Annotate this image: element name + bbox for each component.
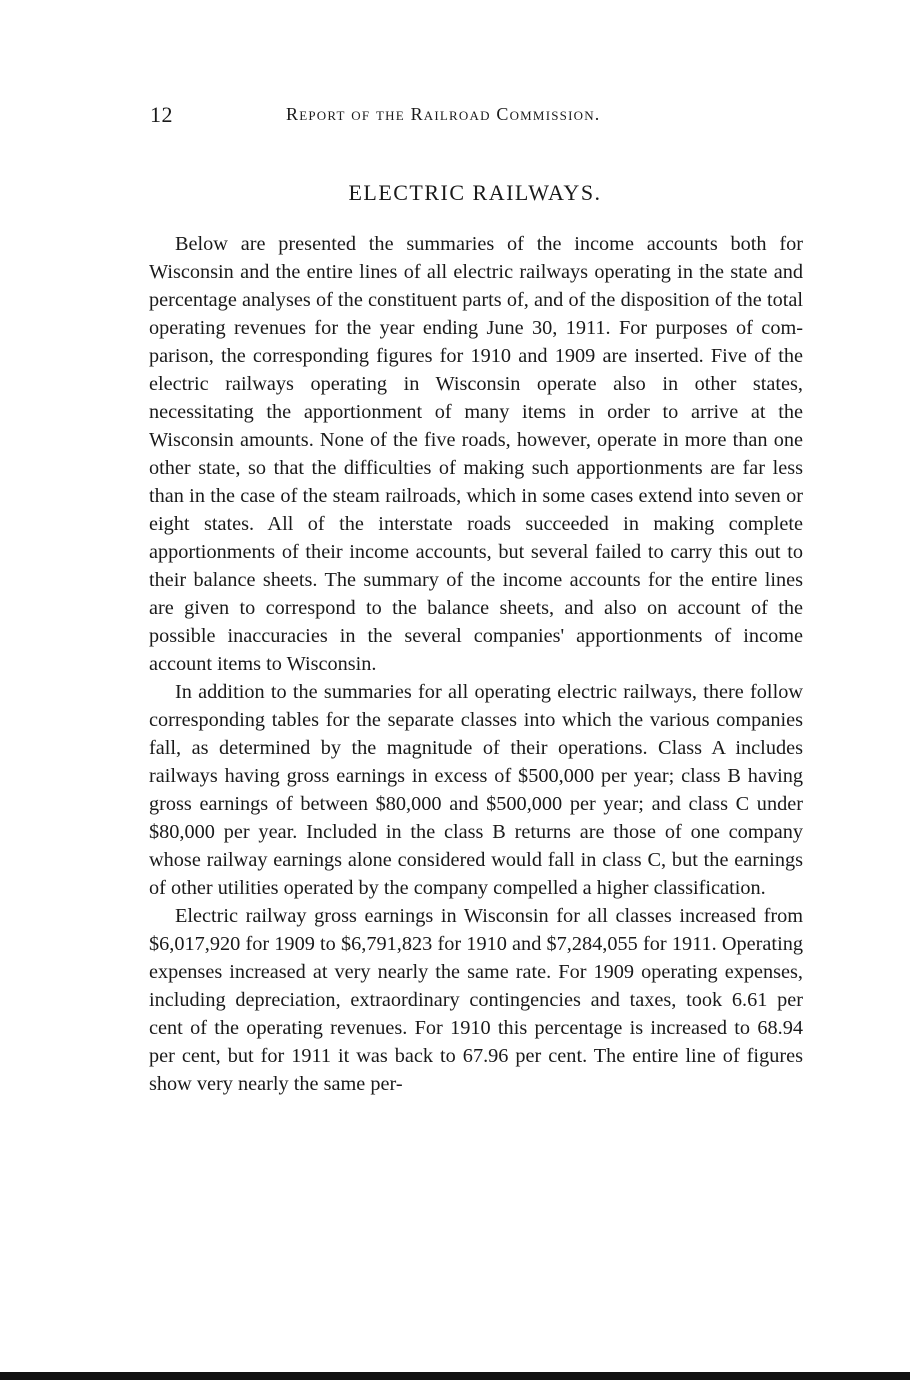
page-bottom-border [0, 1372, 910, 1380]
paragraph-2: In addition to the summaries for all operating electric railways, there follow corresponding tables for the separate classes into which the various companies fall, as determined by the magnitude of their operations. Class A includes railways having gross earnings in excess of $500,000 per year; class B having gross earnings of between $80,000 and $500,000 per year; and class C under $80,000 per year. Included in the class B returns are those of one company whose railway earnings alone considered would fall in class C, but the earnings of other utilities operated by the company compelled a higher classification. [149, 681, 803, 899]
paragraph-3: Electric railway gross earnings in Wisconsin for all classes increased from $6,017,920 for 1909 to $6,791,823 for 1910 and $7,284,055 for 1911. Operating expenses increased at very nearly the same rate. For 1909 operating expenses, including depreciation, extraordinary contingencies and taxes, took 6.61 per cent of the operating revenues. For 1910 this percentage is increased to 68.94 per cent, but for 1911 it was back to 67.96 per cent. The entire line of figures show very nearly the same per- [149, 905, 803, 1095]
page-number: 12 [150, 102, 173, 127]
paragraph-1: Below are presented the summaries of the income accounts both for Wisconsin and the entire lines of all electric railways operating in the state and percentage analyses of the constituent parts of, and of the disposition of the total operating revenues for the year ending June 30, 1911. For purposes of comparison, the corresponding figures for 1910 and 1909 are inserted. Five of the electric railways operating in Wisconsin operate also in other states, necessitating the apportionment of many items in order to arrive at the Wisconsin amounts. None of the five roads, however, operate in more than one other state, so that the difficulties of making such apportionments are far less than in the case of the steam railroads, which in some cases extend into seven or eight states. All of the interstate roads succeeded in making complete apportionments of their income accounts, but several failed to carry this out to their balance sheets. The summary of the income accounts for the entire lines are given to correspond to the balance sheets, and also on account of the possible inaccuracies in the several companies' apportionments of income account items to Wisconsin. [149, 233, 803, 675]
running-title: Report of the Railroad Commission. [286, 104, 601, 124]
body-text [149, 230, 803, 1098]
running-head [150, 102, 690, 132]
section-heading: ELECTRIC RAILWAYS. [348, 180, 602, 205]
